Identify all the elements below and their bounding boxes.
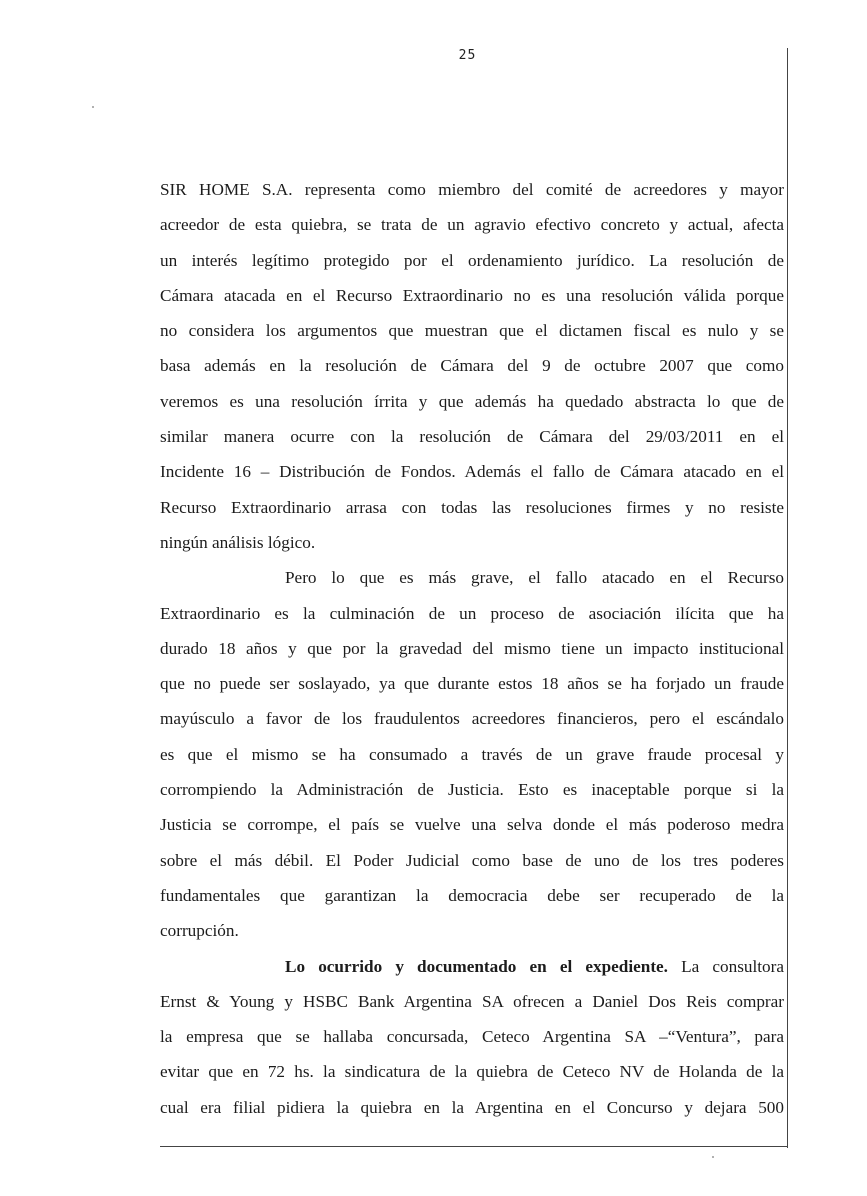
text-line: Ernst & Young y HSBC Bank Argentina SA ofrecen a Daniel Dos Reis comprar [160, 991, 784, 1011]
text-line: no considera los argumentos que muestran que el dictamen fiscal es nulo y se [160, 321, 784, 341]
text-line: basa además en la resolución de Cámara del 9 de octubre 2007 que como [160, 356, 784, 376]
text-line: SIR HOME S.A. representa como miembro del comité de acreedores y mayor [160, 180, 784, 199]
section-heading: Lo ocurrido y documentado en el expediente. [285, 956, 668, 976]
scan-speck [92, 106, 94, 108]
text-line: fundamentales que garantizan la democracia debe ser recuperado de la [160, 885, 784, 905]
text-line: mayúsculo a favor de los fraudulentos acreedores financieros, pero el escándalo [160, 709, 784, 729]
text-line: ningún análisis lógico. [160, 532, 316, 552]
page-number: 25 [458, 48, 477, 63]
text-line: durado 18 años y que por la gravedad del mismo tiene un impacto institucional [160, 638, 784, 658]
text-line: Extraordinario es la culminación de un proceso de asociación ilícita que ha [160, 603, 784, 623]
right-margin-rule [787, 48, 788, 1148]
text-line: Incidente 16 – Distribución de Fondos. Además el fallo de Cámara atacado en el [160, 462, 784, 482]
text-line: Cámara atacada en el Recurso Extraordinario no es una resolución válida porque [160, 285, 784, 305]
footer-rule [160, 1146, 788, 1147]
text-line: cual era filial pidiera la quiebra en la Argentina en el Concurso y dejara 500 [160, 1097, 784, 1117]
text-line: acreedor de esta quiebra, se trata de un agravio efectivo concreto y actual, afecta [160, 215, 784, 235]
heading-line-rest: La consultora [667, 956, 784, 976]
text-line: Recurso Extraordinario arrasa con todas las resoluciones firmes y no resiste [160, 497, 784, 517]
text-line: evitar que en 72 hs. la sindicatura de la quiebra de Ceteco NV de Holanda de la [160, 1062, 784, 1082]
heading-line [160, 949, 784, 984]
scan-speck [712, 1156, 714, 1158]
text-line: es que el mismo se ha consumado a través de un grave fraude procesal y [160, 744, 784, 764]
text-line: un interés legítimo protegido por el ordenamiento jurídico. La resolución de [160, 250, 784, 270]
text-line: que no puede ser soslayado, ya que durante estos 18 años se ha forjado un fraude [160, 674, 784, 694]
text-line: Justicia se corrompe, el país se vuelve una selva donde el más poderoso medra [160, 815, 784, 835]
text-line: sobre el más débil. El Poder Judicial como base de uno de los tres poderes [160, 850, 784, 870]
text-line: similar manera ocurre con la resolución de Cámara del 29/03/2011 en el [160, 427, 784, 447]
text-line: veremos es una resolución írrita y que además ha quedado abstracta lo que de [160, 391, 784, 411]
text-line: la empresa que se hallaba concursada, Ceteco Argentina SA –“Ventura”, para [160, 1027, 784, 1047]
text-line: corrompiendo la Administración de Justicia. Esto es inaceptable porque si la [160, 780, 784, 800]
document-body [160, 172, 784, 1125]
text-line: corrupción. [160, 921, 239, 941]
text-line: Pero lo que es más grave, el fallo atacado en el Recurso [285, 568, 784, 588]
